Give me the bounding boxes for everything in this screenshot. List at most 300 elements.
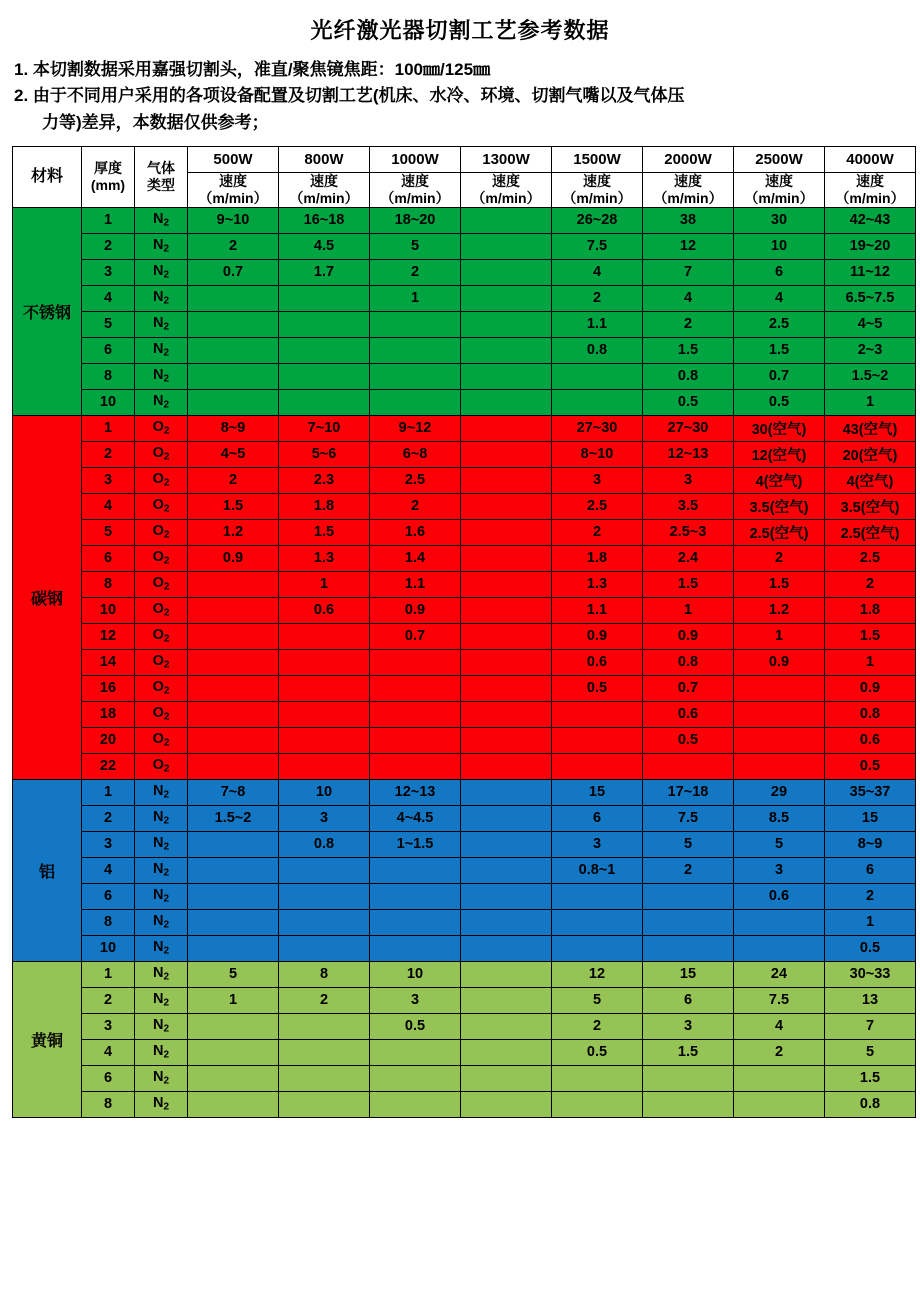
table-row — [13, 337, 916, 363]
thickness-cell: 1 — [82, 961, 135, 987]
speed-cell: 1.5 — [734, 571, 825, 597]
speed-cell — [279, 935, 370, 961]
speed-cell: 1.3 — [552, 571, 643, 597]
table-row — [13, 207, 916, 233]
speed-cell — [552, 883, 643, 909]
speed-cell: 1 — [370, 285, 461, 311]
speed-cell — [279, 623, 370, 649]
speed-cell — [188, 363, 279, 389]
thickness-cell: 4 — [82, 1039, 135, 1065]
speed-cell — [188, 1039, 279, 1065]
speed-cell — [552, 389, 643, 415]
speed-cell: 35~37 — [825, 779, 916, 805]
speed-cell: 2.5 — [734, 311, 825, 337]
thickness-cell: 8 — [82, 1091, 135, 1117]
header-speed-1: 速度 （m/min） — [279, 173, 370, 208]
table-row — [13, 363, 916, 389]
speed-cell — [552, 753, 643, 779]
thickness-cell: 6 — [82, 545, 135, 571]
gas-cell: $O_2$ — [135, 415, 188, 441]
speed-cell: 1 — [825, 649, 916, 675]
thickness-cell: 2 — [82, 987, 135, 1013]
speed-cell: 2~3 — [825, 337, 916, 363]
speed-cell: 2.5 — [825, 545, 916, 571]
speed-cell — [643, 935, 734, 961]
speed-cell — [461, 285, 552, 311]
speed-cell — [461, 1039, 552, 1065]
speed-cell: 19~20 — [825, 233, 916, 259]
speed-cell: 2 — [370, 493, 461, 519]
speed-cell — [370, 363, 461, 389]
speed-cell: 29 — [734, 779, 825, 805]
thickness-cell: 3 — [82, 259, 135, 285]
speed-cell — [734, 909, 825, 935]
gas-cell: $N_2$ — [135, 779, 188, 805]
speed-cell: 2.5~3 — [643, 519, 734, 545]
table-row — [13, 779, 916, 805]
speed-cell: 0.8 — [825, 701, 916, 727]
header-thickness: 厚度 (mm) — [82, 147, 135, 208]
speed-cell: 0.5 — [643, 389, 734, 415]
speed-cell: 4~5 — [188, 441, 279, 467]
speed-cell — [461, 519, 552, 545]
speed-cell: 42~43 — [825, 207, 916, 233]
speed-cell: 2 — [188, 467, 279, 493]
speed-cell: 1.1 — [552, 597, 643, 623]
speed-cell: 1.5~2 — [825, 363, 916, 389]
speed-cell — [279, 1039, 370, 1065]
speed-cell: 6 — [734, 259, 825, 285]
speed-cell: 27~30 — [643, 415, 734, 441]
thickness-cell: 5 — [82, 311, 135, 337]
speed-cell — [643, 753, 734, 779]
table-row — [13, 857, 916, 883]
cutting-parameters-table — [12, 146, 916, 1118]
speed-cell: 3 — [552, 831, 643, 857]
speed-cell — [188, 753, 279, 779]
speed-cell — [370, 1065, 461, 1091]
speed-cell — [279, 1013, 370, 1039]
speed-cell: 5 — [370, 233, 461, 259]
speed-cell — [188, 831, 279, 857]
speed-cell — [188, 389, 279, 415]
speed-cell: 4~5 — [825, 311, 916, 337]
speed-cell — [188, 909, 279, 935]
speed-cell: 2.4 — [643, 545, 734, 571]
speed-cell — [188, 623, 279, 649]
table-body — [13, 207, 916, 1117]
speed-cell: 17~18 — [643, 779, 734, 805]
speed-cell: 9~12 — [370, 415, 461, 441]
speed-cell: 3.5 — [643, 493, 734, 519]
speed-cell — [370, 883, 461, 909]
speed-cell — [461, 337, 552, 363]
note-line-3: 力等)差异，本数据仅供参考； — [42, 112, 269, 132]
table-row — [13, 597, 916, 623]
speed-cell — [279, 285, 370, 311]
gas-cell: $O_2$ — [135, 545, 188, 571]
speed-cell: 4 — [734, 285, 825, 311]
speed-cell: 7~10 — [279, 415, 370, 441]
speed-cell — [279, 389, 370, 415]
speed-cell: 3 — [370, 987, 461, 1013]
speed-cell — [461, 467, 552, 493]
gas-cell: $N_2$ — [135, 857, 188, 883]
speed-cell — [279, 701, 370, 727]
header-power-3: 1300W — [461, 147, 552, 173]
speed-cell — [279, 675, 370, 701]
table-row — [13, 571, 916, 597]
thickness-cell: 14 — [82, 649, 135, 675]
speed-cell: 0.6 — [279, 597, 370, 623]
thickness-cell: 5 — [82, 519, 135, 545]
header-speed-4: 速度 （m/min） — [552, 173, 643, 208]
material-cell: 碳钢 — [13, 415, 82, 779]
speed-cell: 4 — [643, 285, 734, 311]
gas-cell: $N_2$ — [135, 961, 188, 987]
thickness-cell: 3 — [82, 831, 135, 857]
speed-cell: 0.5 — [643, 727, 734, 753]
speed-cell: 2 — [279, 987, 370, 1013]
thickness-cell: 18 — [82, 701, 135, 727]
speed-cell: 2 — [825, 571, 916, 597]
thickness-cell: 2 — [82, 805, 135, 831]
speed-cell — [188, 597, 279, 623]
speed-cell: 1 — [643, 597, 734, 623]
speed-cell: 0.9 — [188, 545, 279, 571]
speed-cell — [461, 545, 552, 571]
speed-cell: 3.5(空气) — [734, 493, 825, 519]
speed-cell — [461, 831, 552, 857]
speed-cell: 2.3 — [279, 467, 370, 493]
speed-cell — [461, 207, 552, 233]
speed-cell: 5~6 — [279, 441, 370, 467]
speed-cell: 12~13 — [643, 441, 734, 467]
speed-cell — [461, 1065, 552, 1091]
speed-cell: 0.9 — [734, 649, 825, 675]
speed-cell: 0.7 — [370, 623, 461, 649]
speed-cell: 4 — [552, 259, 643, 285]
speed-cell — [370, 909, 461, 935]
speed-cell — [461, 623, 552, 649]
speed-cell — [461, 571, 552, 597]
speed-cell — [734, 1091, 825, 1117]
speed-cell: 6 — [643, 987, 734, 1013]
speed-cell: 3 — [643, 467, 734, 493]
gas-cell: $O_2$ — [135, 701, 188, 727]
speed-cell: 2.5(空气) — [734, 519, 825, 545]
gas-cell: $N_2$ — [135, 1013, 188, 1039]
speed-cell: 18~20 — [370, 207, 461, 233]
speed-cell — [552, 1065, 643, 1091]
speed-cell — [370, 935, 461, 961]
gas-cell: $N_2$ — [135, 1065, 188, 1091]
speed-cell — [370, 337, 461, 363]
speed-cell: 43(空气) — [825, 415, 916, 441]
speed-cell — [279, 753, 370, 779]
speed-cell: 2 — [188, 233, 279, 259]
speed-cell: 0.9 — [825, 675, 916, 701]
speed-cell — [461, 1013, 552, 1039]
thickness-cell: 22 — [82, 753, 135, 779]
speed-cell: 5 — [188, 961, 279, 987]
speed-cell: 0.6 — [825, 727, 916, 753]
header-power-5: 2000W — [643, 147, 734, 173]
gas-cell: $N_2$ — [135, 935, 188, 961]
speed-cell: 1.5 — [643, 571, 734, 597]
gas-cell: $O_2$ — [135, 519, 188, 545]
speed-cell: 1.1 — [552, 311, 643, 337]
speed-cell — [461, 857, 552, 883]
speed-cell: 0.8 — [279, 831, 370, 857]
speed-cell — [461, 259, 552, 285]
speed-cell: 1.8 — [279, 493, 370, 519]
note-line-1: 1. 本切割数据采用嘉强切割头，准直/聚焦镜焦距：100㎜/125㎜ — [14, 60, 491, 79]
speed-cell: 2 — [643, 311, 734, 337]
header-speed-2: 速度 （m/min） — [370, 173, 461, 208]
speed-cell: 5 — [552, 987, 643, 1013]
speed-cell: 0.7 — [643, 675, 734, 701]
speed-cell: 0.8~1 — [552, 857, 643, 883]
thickness-cell: 6 — [82, 883, 135, 909]
table-row — [13, 805, 916, 831]
header-power-2: 1000W — [370, 147, 461, 173]
gas-cell: $O_2$ — [135, 649, 188, 675]
speed-cell: 0.5 — [370, 1013, 461, 1039]
speed-cell: 1.6 — [370, 519, 461, 545]
thickness-cell: 8 — [82, 571, 135, 597]
speed-cell — [734, 727, 825, 753]
speed-cell: 1.5 — [279, 519, 370, 545]
speed-cell — [552, 363, 643, 389]
speed-cell: 20(空气) — [825, 441, 916, 467]
speed-cell: 3 — [279, 805, 370, 831]
speed-cell: 1 — [188, 987, 279, 1013]
table-row — [13, 935, 916, 961]
speed-cell — [188, 1065, 279, 1091]
header-power-4: 1500W — [552, 147, 643, 173]
thickness-cell: 1 — [82, 415, 135, 441]
table-row — [13, 519, 916, 545]
header-speed-5: 速度 （m/min） — [643, 173, 734, 208]
gas-cell: $N_2$ — [135, 987, 188, 1013]
speed-cell — [734, 701, 825, 727]
speed-cell — [461, 883, 552, 909]
speed-cell — [461, 909, 552, 935]
page-title: 光纤激光器切割工艺参考数据 — [310, 18, 610, 43]
speed-cell: 4(空气) — [734, 467, 825, 493]
table-row — [13, 415, 916, 441]
speed-cell: 7~8 — [188, 779, 279, 805]
speed-cell: 12~13 — [370, 779, 461, 805]
header-power-7: 4000W — [825, 147, 916, 173]
speed-cell — [461, 779, 552, 805]
speed-cell — [461, 441, 552, 467]
speed-cell: 27~30 — [552, 415, 643, 441]
speed-cell: 8~9 — [188, 415, 279, 441]
thickness-cell: 10 — [82, 389, 135, 415]
speed-cell — [188, 727, 279, 753]
note-line-2: 2. 由于不同用户采用的各项设备配置及切割工艺(机床、水冷、环境、切割气嘴以及气体压 — [14, 86, 685, 106]
speed-cell: 1.5 — [734, 337, 825, 363]
speed-cell — [188, 1091, 279, 1117]
speed-cell — [461, 961, 552, 987]
speed-cell — [643, 883, 734, 909]
speed-cell — [188, 649, 279, 675]
table-row — [13, 233, 916, 259]
speed-cell: 3 — [734, 857, 825, 883]
gas-cell: $N_2$ — [135, 207, 188, 233]
speed-cell — [734, 753, 825, 779]
speed-cell: 0.8 — [825, 1091, 916, 1117]
speed-cell: 30 — [734, 207, 825, 233]
speed-cell — [461, 675, 552, 701]
speed-cell — [188, 675, 279, 701]
speed-cell — [279, 857, 370, 883]
speed-cell: 5 — [734, 831, 825, 857]
header-row-power — [13, 147, 916, 173]
thickness-cell: 4 — [82, 285, 135, 311]
material-cell: 不锈钢 — [13, 207, 82, 415]
speed-cell: 0.9 — [552, 623, 643, 649]
table-row — [13, 675, 916, 701]
speed-cell: 8 — [279, 961, 370, 987]
thickness-cell: 16 — [82, 675, 135, 701]
header-speed-6: 速度 （m/min） — [734, 173, 825, 208]
table-row — [13, 389, 916, 415]
speed-cell — [279, 883, 370, 909]
speed-cell: 0.8 — [552, 337, 643, 363]
speed-cell — [370, 727, 461, 753]
speed-cell: 3 — [643, 1013, 734, 1039]
speed-cell: 1.3 — [279, 545, 370, 571]
speed-cell: 7.5 — [552, 233, 643, 259]
speed-cell — [279, 727, 370, 753]
speed-cell: 0.9 — [643, 623, 734, 649]
speed-cell: 1 — [825, 389, 916, 415]
speed-cell: 2 — [552, 519, 643, 545]
speed-cell: 0.8 — [643, 649, 734, 675]
speed-cell: 24 — [734, 961, 825, 987]
thickness-cell: 6 — [82, 1065, 135, 1091]
speed-cell: 5 — [643, 831, 734, 857]
speed-cell: 4(空气) — [825, 467, 916, 493]
speed-cell — [734, 935, 825, 961]
gas-cell: $N_2$ — [135, 1091, 188, 1117]
speed-cell — [461, 311, 552, 337]
thickness-cell: 10 — [82, 597, 135, 623]
header-material: 材料 — [13, 147, 82, 208]
thickness-cell: 3 — [82, 1013, 135, 1039]
speed-cell: 0.7 — [734, 363, 825, 389]
material-cell: 黄铜 — [13, 961, 82, 1117]
speed-cell — [370, 753, 461, 779]
thickness-cell: 4 — [82, 857, 135, 883]
speed-cell: 6 — [825, 857, 916, 883]
gas-cell: $N_2$ — [135, 337, 188, 363]
table-row — [13, 467, 916, 493]
speed-cell: 0.6 — [734, 883, 825, 909]
speed-cell: 2.5 — [552, 493, 643, 519]
speed-cell: 8~10 — [552, 441, 643, 467]
speed-cell: 2 — [643, 857, 734, 883]
speed-cell: 16~18 — [279, 207, 370, 233]
speed-cell: 1.5 — [825, 623, 916, 649]
table-row — [13, 545, 916, 571]
speed-cell — [461, 753, 552, 779]
thickness-cell: 3 — [82, 467, 135, 493]
speed-cell: 12(空气) — [734, 441, 825, 467]
speed-cell: 15 — [552, 779, 643, 805]
speed-cell: 0.7 — [188, 259, 279, 285]
header-power-1: 800W — [279, 147, 370, 173]
speed-cell: 8.5 — [734, 805, 825, 831]
gas-cell: $N_2$ — [135, 259, 188, 285]
gas-cell: $O_2$ — [135, 597, 188, 623]
speed-cell: 1.7 — [279, 259, 370, 285]
speed-cell: 10 — [279, 779, 370, 805]
speed-cell — [643, 1091, 734, 1117]
speed-cell: 10 — [370, 961, 461, 987]
speed-cell — [461, 233, 552, 259]
speed-cell — [552, 909, 643, 935]
gas-cell: $N_2$ — [135, 805, 188, 831]
speed-cell: 38 — [643, 207, 734, 233]
speed-cell: 6 — [552, 805, 643, 831]
speed-cell: 2 — [734, 1039, 825, 1065]
speed-cell: 3.5(空气) — [825, 493, 916, 519]
speed-cell: 2 — [552, 285, 643, 311]
table-row — [13, 753, 916, 779]
speed-cell — [279, 311, 370, 337]
thickness-cell: 12 — [82, 623, 135, 649]
speed-cell — [279, 337, 370, 363]
gas-cell: $N_2$ — [135, 233, 188, 259]
speed-cell — [370, 701, 461, 727]
thickness-cell: 2 — [82, 441, 135, 467]
thickness-cell: 20 — [82, 727, 135, 753]
gas-cell: $O_2$ — [135, 753, 188, 779]
speed-cell: 0.5 — [825, 753, 916, 779]
header-speed-3: 速度 （m/min） — [461, 173, 552, 208]
speed-cell: 10 — [734, 233, 825, 259]
speed-cell — [279, 1065, 370, 1091]
speed-cell: 1.5 — [643, 1039, 734, 1065]
speed-cell — [461, 1091, 552, 1117]
speed-cell: 3 — [552, 467, 643, 493]
gas-cell: $O_2$ — [135, 675, 188, 701]
gas-cell: $N_2$ — [135, 285, 188, 311]
speed-cell: 7 — [643, 259, 734, 285]
speed-cell — [370, 311, 461, 337]
speed-cell: 7 — [825, 1013, 916, 1039]
speed-cell: 2 — [552, 1013, 643, 1039]
speed-cell: 1.8 — [552, 545, 643, 571]
speed-cell — [370, 649, 461, 675]
table-row — [13, 727, 916, 753]
header-power-0: 500W — [188, 147, 279, 173]
speed-cell: 7.5 — [643, 805, 734, 831]
gas-cell: $O_2$ — [135, 467, 188, 493]
gas-cell: $O_2$ — [135, 571, 188, 597]
gas-cell: $O_2$ — [135, 623, 188, 649]
speed-cell: 4.5 — [279, 233, 370, 259]
speed-cell — [461, 493, 552, 519]
speed-cell — [279, 909, 370, 935]
speed-cell: 0.5 — [552, 1039, 643, 1065]
speed-cell — [370, 389, 461, 415]
gas-cell: $O_2$ — [135, 493, 188, 519]
